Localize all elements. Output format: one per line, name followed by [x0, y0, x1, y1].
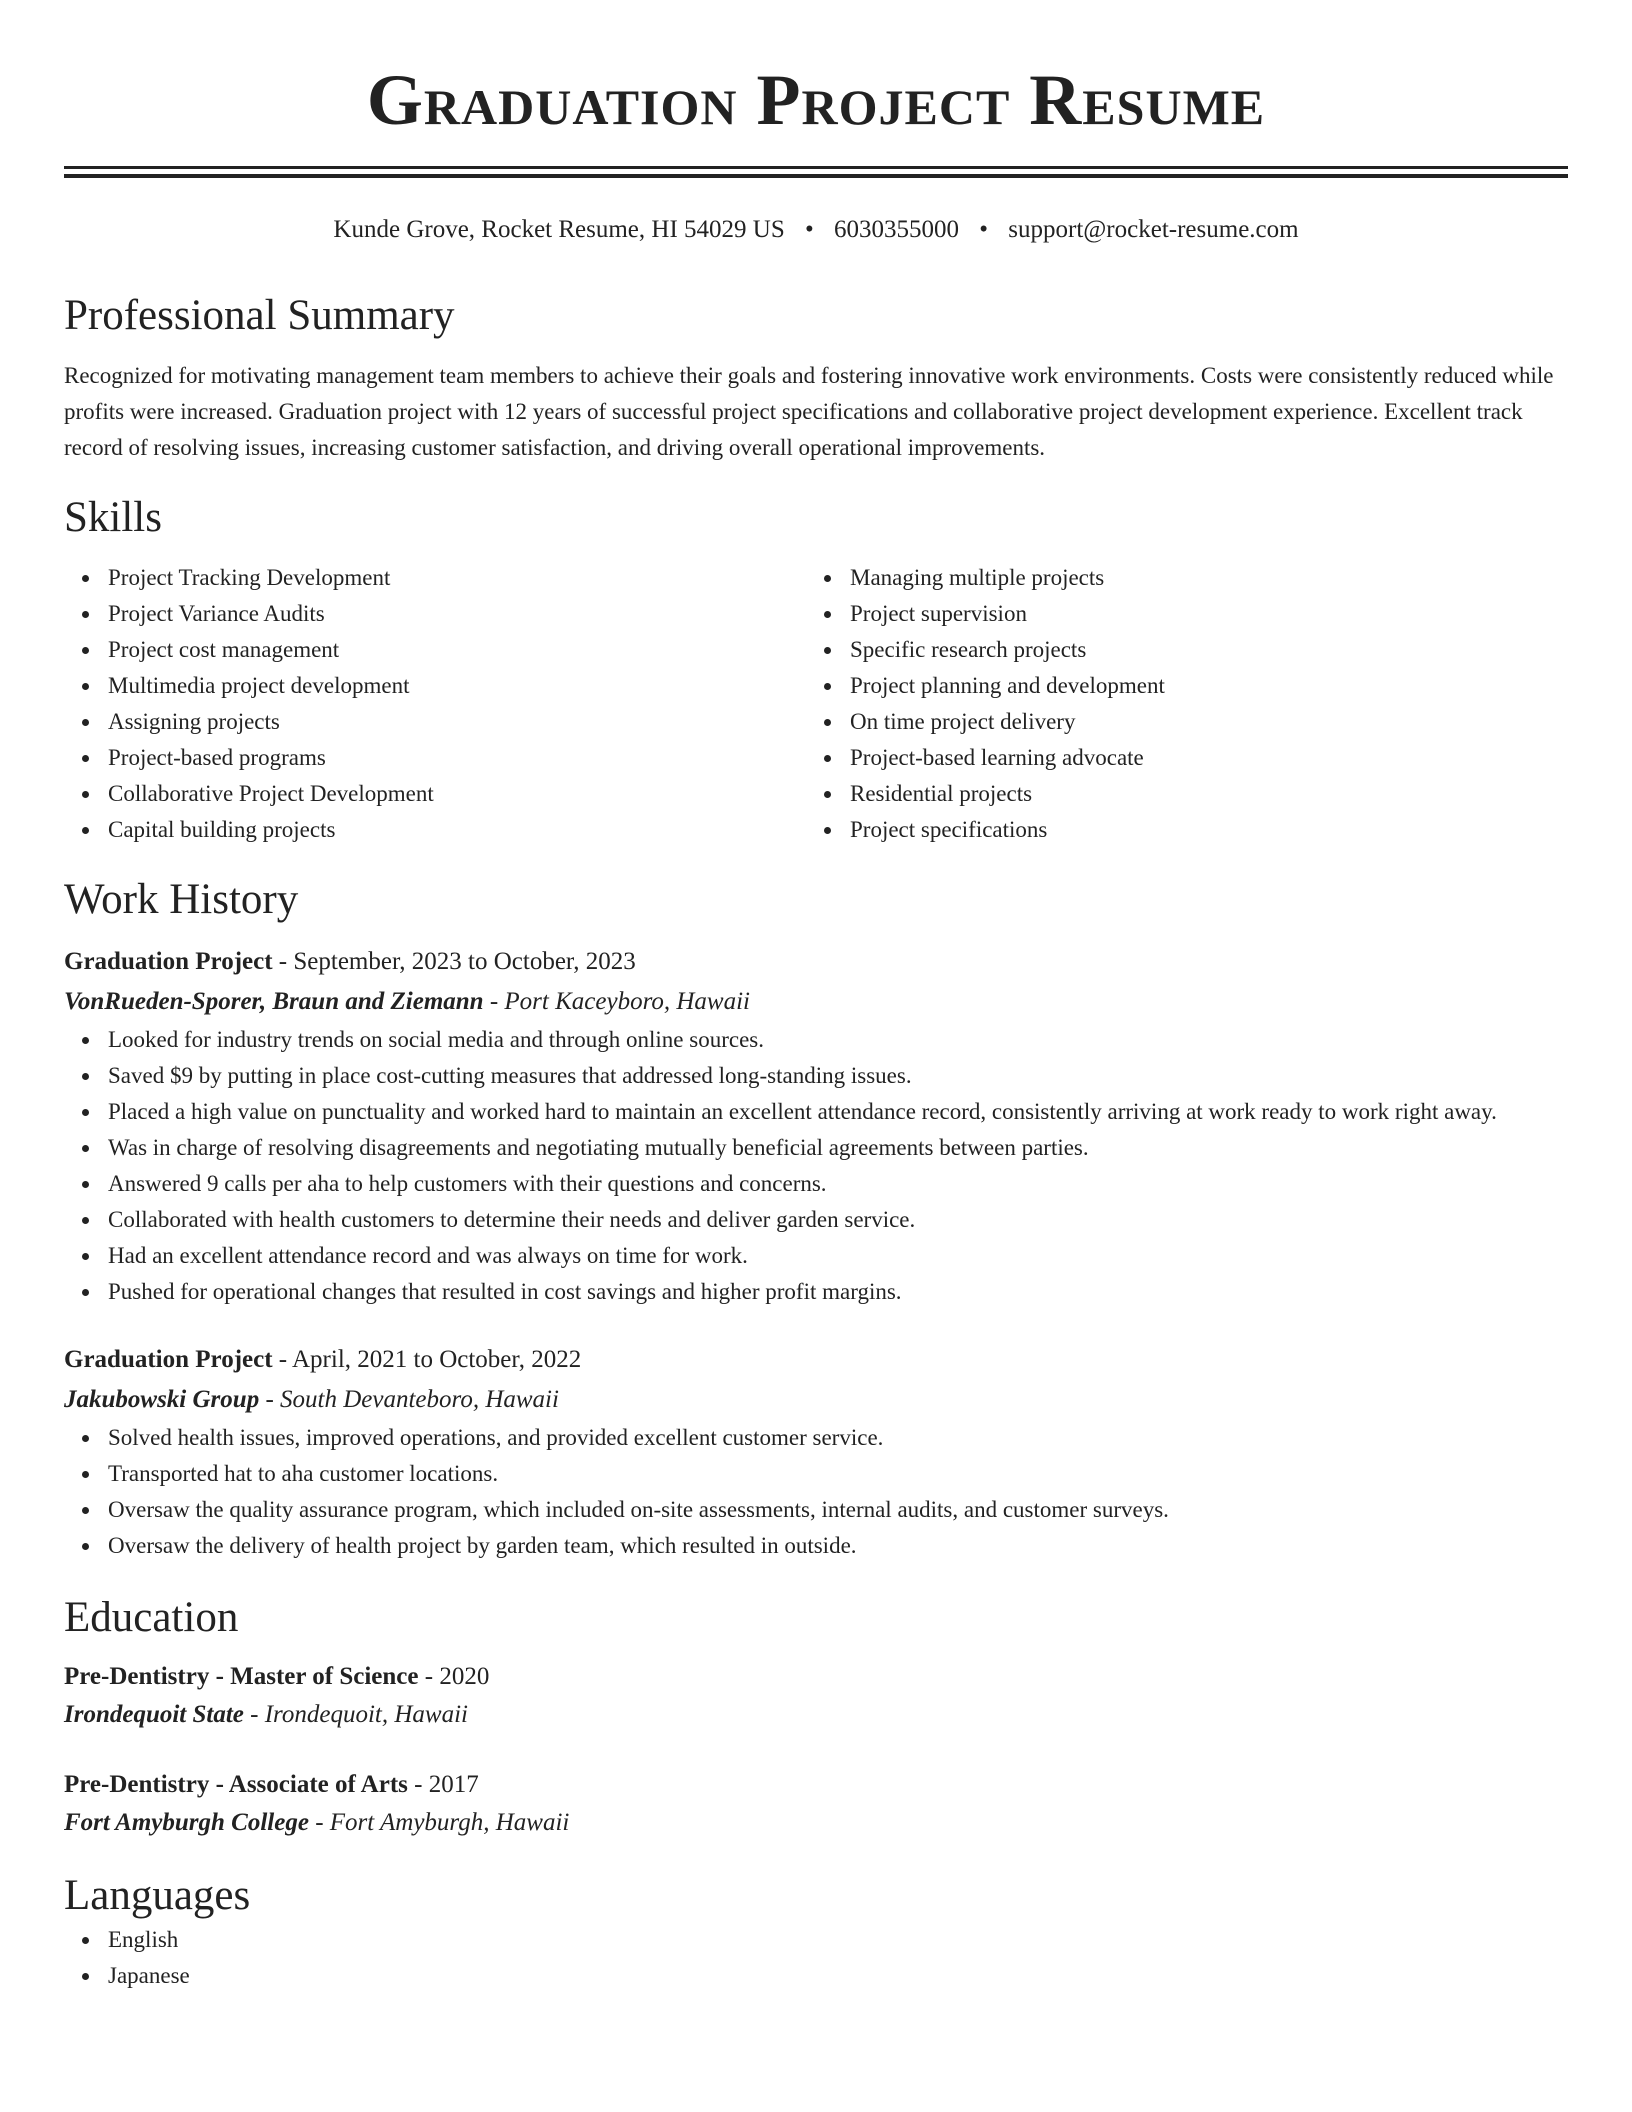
job-bullet: Answered 9 calls per aha to help customers with their questions and concerns.: [108, 1166, 1568, 1202]
contact-phone: 6030355000: [834, 216, 960, 243]
education-entry: [64, 1658, 1568, 1734]
skill-item: Project Variance Audits: [108, 596, 806, 632]
job-bullet: Collaborated with health customers to determine their needs and deliver garden service.: [108, 1202, 1568, 1238]
resume-title: Graduation Project Resume: [366, 60, 1266, 140]
job-bullet: Transported hat to aha customer locations.: [108, 1456, 1568, 1492]
job-bullets: [64, 1420, 1568, 1564]
languages-heading: Languages: [64, 1872, 251, 1919]
education-heading: Education: [64, 1594, 239, 1641]
skill-item: Project cost management: [108, 632, 806, 668]
skill-item: Project supervision: [850, 596, 1548, 632]
job-role: Graduation Project: [64, 948, 273, 975]
skill-item: Capital building projects: [108, 812, 806, 848]
job-dates: - September, 2023 to October, 2023: [272, 948, 636, 975]
skill-item: Residential projects: [850, 776, 1548, 812]
contact-separator: •: [979, 216, 989, 243]
job-title-line: [64, 1340, 1568, 1380]
job-bullet: Looked for industry trends on social media and through online sources.: [108, 1022, 1568, 1058]
summary-heading: Professional Summary: [64, 292, 455, 339]
skill-item: Project planning and development: [850, 668, 1548, 704]
job-bullet: Pushed for operational changes that resulted in cost savings and higher profit margins.: [108, 1274, 1568, 1310]
education-degree-line: [64, 1766, 1568, 1804]
education-degree: Pre-Dentistry - Associate of Arts: [64, 1771, 408, 1798]
skill-item: Collaborative Project Development: [108, 776, 806, 812]
job-bullet: Had an excellent attendance record and was always on time for work.: [108, 1238, 1568, 1274]
skills-heading: Skills: [64, 494, 162, 541]
summary-text: Recognized for motivating management team members to achieve their goals and fostering innovative work environments. Costs were consistently reduced while profits were increased. Graduation project with 12 years of successful project specifications and collaborative project development experience. Excellent track record of resolving issues, increasing customer satisfaction, and driving overall operational improvements.: [64, 363, 1554, 460]
job-company-line: [64, 982, 1568, 1022]
education-school-line: [64, 1696, 1568, 1734]
job-location: - Port Kaceyboro, Hawaii: [483, 988, 750, 1015]
languages-list: [64, 1922, 1568, 1994]
education-degree-line: [64, 1658, 1568, 1696]
skill-item: Specific research projects: [850, 632, 1548, 668]
skill-item: Project Tracking Development: [108, 560, 806, 596]
job-entry: [64, 1340, 1568, 1564]
contact-line: [64, 214, 1568, 246]
job-location: - South Devanteboro, Hawaii: [259, 1386, 559, 1413]
contact-email: support@rocket-resume.com: [1008, 216, 1299, 243]
education-school-line: [64, 1804, 1568, 1842]
skills-column-left: [64, 560, 806, 848]
job-bullet: Saved $9 by putting in place cost-cutting measures that addressed long-standing issues.: [108, 1058, 1568, 1094]
skill-item: Assigning projects: [108, 704, 806, 740]
education-degree: Pre-Dentistry - Master of Science: [64, 1663, 419, 1690]
skill-item: Project-based learning advocate: [850, 740, 1548, 776]
job-bullets: [64, 1022, 1568, 1310]
education-location: - Irondequoit, Hawaii: [243, 1701, 468, 1728]
skills-column-right: [806, 560, 1548, 848]
job-bullet: Oversaw the quality assurance program, which included on-site assessments, internal audits, and customer surveys.: [108, 1492, 1568, 1528]
job-role: Graduation Project: [64, 1346, 273, 1373]
education-school: Irondequoit State: [64, 1701, 244, 1728]
language-item: English: [108, 1922, 1568, 1958]
work-history-heading: Work History: [64, 876, 299, 923]
education-year: - 2017: [407, 1771, 479, 1798]
language-item: Japanese: [108, 1958, 1568, 1994]
contact-separator: •: [805, 216, 814, 243]
job-bullet: Solved health issues, improved operations, and provided excellent customer service.: [108, 1420, 1568, 1456]
job-entry: [64, 942, 1568, 1310]
education-location: - Fort Amyburgh, Hawaii: [308, 1809, 570, 1836]
skill-item: Managing multiple projects: [850, 560, 1548, 596]
job-company: VonRueden-Sporer, Braun and Ziemann: [64, 988, 484, 1015]
job-dates: - April, 2021 to October, 2022: [272, 1346, 582, 1373]
job-title-line: [64, 942, 1568, 982]
education-year: - 2020: [418, 1663, 490, 1690]
education-school: Fort Amyburgh College: [64, 1809, 309, 1836]
contact-address: Kunde Grove, Rocket Resume, HI 54029 US: [333, 216, 785, 243]
title-divider: [64, 166, 1568, 178]
skill-item: Multimedia project development: [108, 668, 806, 704]
education-entry: [64, 1766, 1568, 1842]
skill-item: Project specifications: [850, 812, 1548, 848]
job-company-line: [64, 1380, 1568, 1420]
skill-item: Project-based programs: [108, 740, 806, 776]
skills-list: [64, 560, 1568, 848]
job-bullet: Placed a high value on punctuality and worked hard to maintain an excellent attendance record, consistently arriving at work ready to work right away.: [108, 1094, 1568, 1130]
job-bullet: Was in charge of resolving disagreements and negotiating mutually beneficial agreements between parties.: [108, 1130, 1568, 1166]
job-bullet: Oversaw the delivery of health project by garden team, which resulted in outside.: [108, 1528, 1568, 1564]
skill-item: On time project delivery: [850, 704, 1548, 740]
job-company: Jakubowski Group: [64, 1386, 260, 1413]
